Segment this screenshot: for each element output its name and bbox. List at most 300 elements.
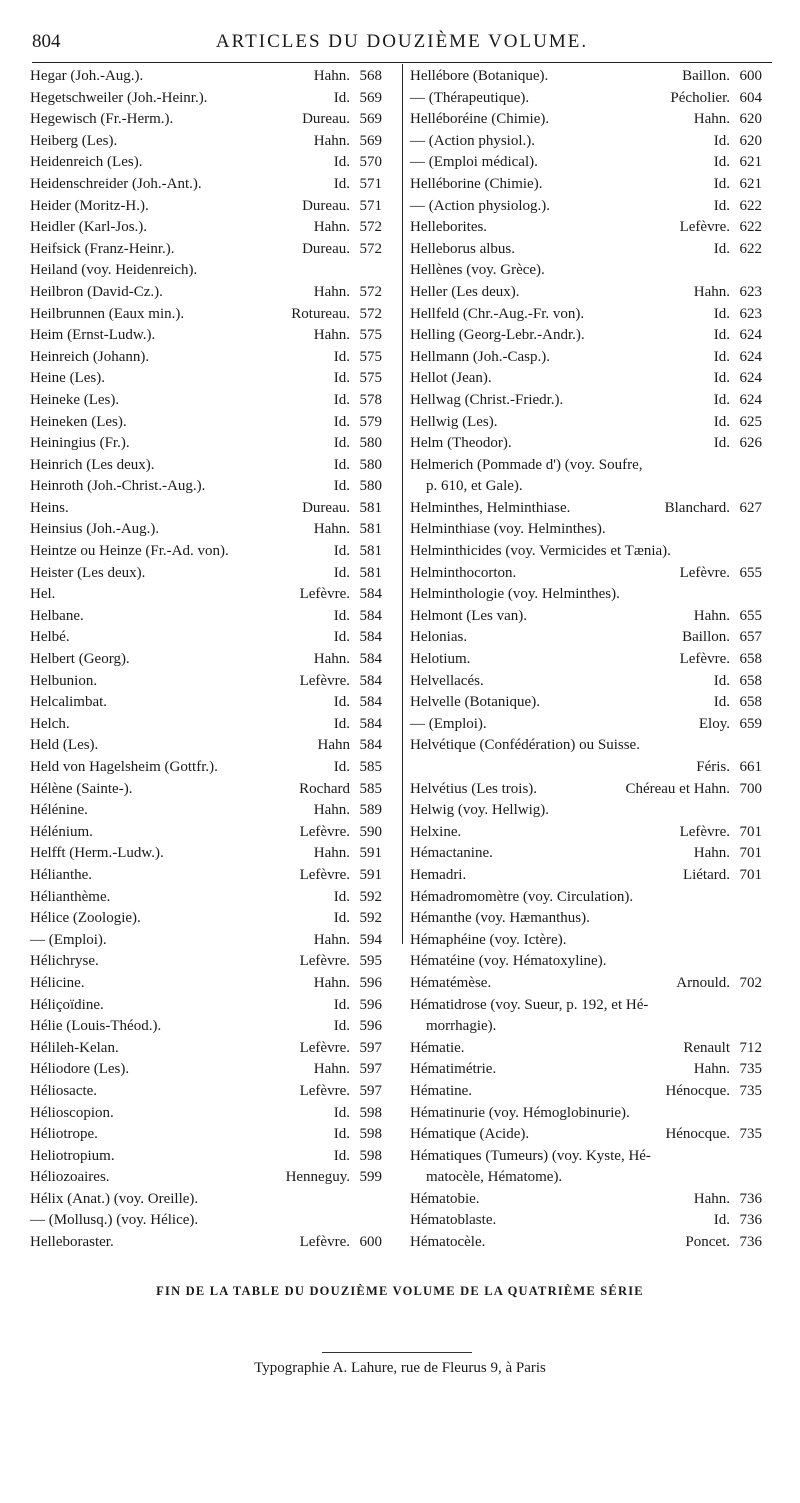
entry-heading: Hématie. [410, 1039, 465, 1056]
entry-reference [665, 1081, 762, 1103]
index-entry [410, 239, 762, 261]
entry-author: Hahn. [313, 283, 350, 300]
entry-reference [334, 1124, 382, 1146]
entry-heading: Héliçoïdine. [30, 996, 104, 1013]
entry-author: Id. [713, 132, 730, 149]
entry-heading: Heidenreich (Les). [30, 154, 143, 171]
entry-page: 622 [739, 240, 762, 257]
entry-reference [314, 800, 382, 822]
entry-heading: Hellfeld (Chr.-Aug.-Fr. von). [410, 305, 585, 322]
entry-heading: Hélianthe. [30, 866, 93, 883]
index-entry [410, 584, 762, 606]
entry-page: 584 [359, 694, 382, 711]
entry-reference [696, 757, 762, 779]
entry-author: Dureau. [302, 111, 350, 128]
index-entry [30, 109, 382, 131]
entry-heading: Helminthes, Helminthiase. [410, 499, 571, 516]
entry-reference [314, 217, 382, 239]
entry-heading: Helleborus albus. [410, 240, 515, 257]
entry-heading: Hélichryse. [30, 953, 99, 970]
entry-heading: Helch. [30, 715, 70, 732]
entry-heading: Helminthiase (voy. Helminthes). [410, 521, 606, 538]
entry-page: 580 [359, 478, 382, 495]
entry-author: Id. [333, 564, 350, 581]
entry-heading: Heine (Les). [30, 370, 105, 387]
entry-heading: Hélicine. [30, 974, 85, 991]
entry-heading: Heinreich (Johann). [30, 348, 150, 365]
entry-page: 572 [359, 283, 382, 300]
index-entry [410, 433, 762, 455]
entry-author: Baillon. [682, 629, 730, 646]
entry-reference [302, 239, 382, 261]
footer-rule [322, 1352, 472, 1353]
entry-heading: Heintze ou Heinze (Fr.-Ad. von). [30, 543, 229, 560]
entry-page: 592 [359, 910, 382, 927]
entry-author: Lefèvre. [299, 1082, 350, 1099]
entry-page: 572 [359, 240, 382, 257]
entry-page: 585 [359, 780, 382, 797]
entry-author: Hahn. [313, 219, 350, 236]
entry-author: Henneguy. [285, 1169, 350, 1186]
entry-author: Lefèvre. [299, 866, 350, 883]
entry-reference [300, 865, 382, 887]
entry-heading: Hélix (Anat.) (voy. Oreille). [30, 1190, 199, 1207]
index-entry [30, 584, 382, 606]
entry-page: 712 [739, 1039, 762, 1056]
entry-reference [334, 692, 382, 714]
entry-heading: Heidler (Karl-Jos.). [30, 219, 148, 236]
index-entry [410, 800, 762, 822]
entry-heading: Held (Les). [30, 737, 99, 754]
index-entry [410, 390, 762, 412]
entry-heading: Hélianthème. [30, 888, 111, 905]
entry-page: 736 [739, 1190, 762, 1207]
index-entry [30, 66, 382, 88]
index-entry [410, 1167, 762, 1189]
entry-page: 655 [739, 564, 762, 581]
entry-page: 571 [359, 197, 382, 214]
entry-heading: Héliosacte. [30, 1082, 98, 1099]
entry-page: 658 [739, 672, 762, 689]
entry-heading: Heineke (Les). [30, 391, 120, 408]
index-entry [410, 152, 762, 174]
index-entry [30, 174, 382, 196]
entry-author: Renault [683, 1039, 730, 1056]
entry-author: Rochard [299, 780, 350, 797]
entry-page: 620 [739, 132, 762, 149]
entry-heading: Hélénine. [30, 802, 88, 819]
entry-page: 735 [739, 1061, 762, 1078]
entry-page: 584 [359, 672, 382, 689]
entry-reference [334, 455, 382, 477]
index-entry [30, 131, 382, 153]
entry-reference [334, 627, 382, 649]
entry-heading: Hélie (Louis-Théod.). [30, 1018, 162, 1035]
index-entry [410, 498, 762, 520]
index-entry [30, 671, 382, 693]
entry-reference [334, 714, 382, 736]
index-entry [410, 347, 762, 369]
entry-reference [334, 1016, 382, 1038]
entry-page: 655 [739, 607, 762, 624]
index-entry [30, 498, 382, 520]
index-entry [30, 196, 382, 218]
entry-author: Pécholier. [670, 89, 730, 106]
entry-heading: Helvellacés. [410, 672, 484, 689]
entry-heading: Heineken (Les). [30, 413, 127, 430]
entry-heading: Heins. [30, 499, 69, 516]
entry-author: Id. [713, 413, 730, 430]
entry-reference [334, 433, 382, 455]
page-number: 804 [32, 31, 61, 52]
entry-author: Id. [333, 1147, 350, 1164]
entry-author: Id. [333, 759, 350, 775]
index-entry [410, 951, 762, 973]
entry-author: Id. [333, 391, 350, 408]
printer-imprint: Typographie A. Lahure, rue de Fleurus 9, à Paris [254, 1360, 546, 1376]
header-rule [32, 62, 772, 63]
entry-page: 584 [359, 737, 382, 754]
entry-heading: Helm (Theodor). [410, 435, 512, 452]
entry-author: Hahn [317, 737, 350, 754]
entry-author: Dureau. [302, 499, 350, 516]
index-entry [30, 325, 382, 347]
entry-reference [334, 1103, 382, 1125]
entry-reference [334, 606, 382, 628]
index-entry [30, 282, 382, 304]
entry-author: Hahn. [693, 283, 730, 300]
entry-heading: Hélène (Sainte-). [30, 780, 133, 797]
entry-page: 624 [739, 327, 762, 344]
entry-heading: Heiland (voy. Heidenreich). [30, 262, 198, 279]
entry-reference [714, 304, 762, 326]
index-entry [30, 1016, 382, 1038]
entry-heading: Hélice (Zoologie). [30, 910, 141, 927]
index-entry [410, 908, 762, 930]
entry-page: 569 [359, 132, 382, 149]
index-entry [30, 476, 382, 498]
entry-author: Hahn. [313, 327, 350, 344]
entry-author: Hahn. [313, 521, 350, 538]
index-entry [410, 563, 762, 585]
entry-heading: Helotium. [410, 651, 471, 668]
index-entry [410, 1038, 762, 1060]
entry-page: 661 [739, 759, 762, 775]
entry-author: Id. [333, 89, 350, 106]
entry-page: 624 [739, 348, 762, 365]
entry-reference [680, 822, 762, 844]
entry-heading: Helbane. [30, 607, 84, 624]
entry-heading: Hémactanine. [410, 845, 493, 862]
entry-reference [676, 973, 762, 995]
entry-author: Id. [713, 672, 730, 689]
index-entry [410, 692, 762, 714]
entry-reference [714, 433, 762, 455]
entry-heading: Hegewisch (Fr.-Herm.). [30, 111, 174, 128]
entry-author: Id. [333, 629, 350, 646]
entry-heading: Helwig (voy. Hellwig). [410, 802, 549, 819]
index-entry [410, 887, 762, 909]
entry-heading: Heim (Ernst-Ludw.). [30, 327, 156, 344]
entry-reference [300, 1232, 382, 1254]
index-entry [410, 757, 762, 779]
entry-page: 569 [359, 111, 382, 128]
entry-reference [302, 109, 382, 131]
entry-page: 584 [359, 607, 382, 624]
entry-author: Hahn. [313, 974, 350, 991]
entry-heading: Helfft (Herm.-Ludw.). [30, 845, 164, 862]
entry-page: 580 [359, 456, 382, 473]
entry-author: Id. [333, 478, 350, 495]
index-entry [30, 455, 382, 477]
index-entry [30, 1103, 382, 1125]
entry-page: 598 [359, 1147, 382, 1164]
entry-author: Arnould. [676, 974, 730, 991]
index-entry [30, 433, 382, 455]
entry-reference [680, 563, 762, 585]
entry-reference [300, 671, 382, 693]
index-entry [410, 735, 762, 757]
entry-heading: Helléborine (Chimie). [410, 175, 543, 192]
entry-heading: matocèle, Hématome). [426, 1169, 563, 1186]
entry-author: Id. [713, 370, 730, 387]
entry-reference [286, 1167, 382, 1189]
index-entry [410, 714, 762, 736]
index-entry [30, 1081, 382, 1103]
entry-heading: Helléboréine (Chimie). [410, 111, 550, 128]
entry-author: Id. [333, 694, 350, 711]
entry-heading: Hématine. [410, 1082, 473, 1099]
entry-heading: Heinsius (Joh.-Aug.). [30, 521, 160, 538]
entry-reference [314, 282, 382, 304]
index-entry [30, 606, 382, 628]
index-entry [30, 412, 382, 434]
entry-reference [334, 390, 382, 412]
entry-reference [665, 1124, 762, 1146]
entry-reference [334, 174, 382, 196]
index-entry [30, 239, 382, 261]
entry-reference [714, 1210, 762, 1232]
index-entry [30, 152, 382, 174]
entry-page: 575 [359, 348, 382, 365]
entry-reference [680, 217, 762, 239]
entry-reference [314, 1059, 382, 1081]
index-entry [30, 541, 382, 563]
index-entry [30, 735, 382, 757]
entry-reference [314, 519, 382, 541]
entry-page: 736 [739, 1212, 762, 1229]
entry-heading: Hélénium. [30, 823, 93, 840]
index-entry [30, 390, 382, 412]
entry-heading: Hémadromomètre (voy. Circulation). [410, 888, 634, 905]
entry-reference [665, 498, 762, 520]
end-of-table-note: FIN DE LA TABLE DU DOUZIÈME VOLUME DE LA QUATRIÈME SÉRIE [156, 1284, 644, 1298]
entry-reference [683, 1038, 762, 1060]
index-entry [410, 649, 762, 671]
entry-page: 584 [359, 629, 382, 646]
entry-page: 572 [359, 219, 382, 236]
entry-author: Hahn. [693, 1061, 730, 1078]
index-entry [410, 519, 762, 541]
entry-heading: Helling (Georg-Lebr.-Andr.). [410, 327, 585, 344]
entry-heading: Héliotrope. [30, 1126, 98, 1143]
entry-page: 621 [739, 154, 762, 171]
entry-author: Id. [713, 197, 730, 214]
index-entry [30, 1189, 382, 1211]
entry-author: Blanchard. [664, 499, 730, 516]
entry-reference [334, 368, 382, 390]
index-entry [30, 1232, 382, 1254]
entry-reference [334, 1146, 382, 1168]
index-entry [30, 649, 382, 671]
entry-author: Lefèvre. [679, 219, 730, 236]
entry-heading: Hellènes (voy. Grèce). [410, 262, 545, 279]
entry-heading: Hémaphéine (voy. Ictère). [410, 931, 567, 948]
entry-author: Hénocque. [665, 1082, 730, 1099]
entry-author: Id. [713, 348, 730, 365]
index-entry [410, 606, 762, 628]
entry-author: Id. [333, 1126, 350, 1143]
entry-page: 622 [739, 219, 762, 236]
entry-heading: Hellwig (Les). [410, 413, 498, 430]
index-entry [30, 260, 382, 282]
entry-page: 658 [739, 651, 762, 668]
entry-page: 571 [359, 175, 382, 192]
entry-author: Hahn. [313, 1061, 350, 1078]
entry-page: 578 [359, 391, 382, 408]
entry-heading: morrhagie). [426, 1018, 497, 1035]
index-entry [410, 368, 762, 390]
index-entry [410, 455, 762, 477]
entry-heading: Helbunion. [30, 672, 98, 689]
entry-heading: Hématidrose (voy. Sueur, p. 192, et Hé- [410, 996, 649, 1013]
entry-reference [318, 735, 383, 757]
entry-heading: Hemadri. [410, 866, 467, 883]
entry-heading: Hel. [30, 586, 56, 603]
entry-page: 590 [359, 823, 382, 840]
entry-heading: Helminthologie (voy. Helminthes). [410, 586, 620, 603]
entry-author: Id. [333, 888, 350, 905]
entry-page: 623 [739, 283, 762, 300]
entry-heading: Hématéine (voy. Hématoxyline). [410, 953, 607, 970]
entry-author: Lefèvre. [679, 823, 730, 840]
index-entry [30, 563, 382, 585]
entry-heading: Helvétius (Les trois). [410, 780, 538, 797]
entry-page: 584 [359, 586, 382, 603]
right-column [410, 66, 762, 1254]
entry-page: 597 [359, 1082, 382, 1099]
entry-author: Rotureau. [291, 305, 350, 322]
index-entry [410, 88, 762, 110]
entry-author: Lefèvre. [299, 1234, 350, 1251]
index-entry [30, 1210, 382, 1232]
entry-author: Id. [713, 435, 730, 452]
entry-page: 700 [739, 780, 762, 797]
entry-heading: Helvétique (Confédération) ou Suisse. [410, 737, 640, 754]
index-entry [410, 217, 762, 239]
entry-reference [714, 325, 762, 347]
entry-page: 589 [359, 802, 382, 819]
entry-author: Chéreau et Hahn. [625, 780, 730, 797]
entry-author: Hahn. [313, 845, 350, 862]
index-entry [410, 412, 762, 434]
entry-reference [694, 1189, 762, 1211]
index-entry [410, 282, 762, 304]
entry-reference [334, 88, 382, 110]
entry-author: Lefèvre. [679, 564, 730, 581]
entry-reference [694, 606, 762, 628]
index-entry [30, 1146, 382, 1168]
entry-heading: Helmerich (Pommade d') (voy. Soufre, [410, 456, 643, 473]
entry-heading: Helminthicides (voy. Vermicides et Tænia). [410, 543, 671, 560]
entry-page: 594 [359, 931, 382, 948]
index-entry [410, 1059, 762, 1081]
entry-heading: Heinrich (Les deux). [30, 456, 155, 473]
entry-page: 622 [739, 197, 762, 214]
index-entry [410, 196, 762, 218]
index-entry [410, 325, 762, 347]
index-entry [30, 347, 382, 369]
entry-heading: Helbert (Georg). [30, 651, 130, 668]
entry-heading: — (Emploi médical). [410, 154, 538, 171]
entry-heading: Hématocèle. [410, 1234, 486, 1251]
entry-heading: Hématoblaste. [410, 1212, 497, 1229]
entry-author: Dureau. [302, 197, 350, 214]
entry-reference [334, 563, 382, 585]
entry-reference [334, 757, 382, 779]
entry-author: Hahn. [693, 845, 730, 862]
entry-reference [302, 196, 382, 218]
index-entry [30, 779, 382, 801]
entry-author: Id. [333, 175, 350, 192]
entry-page: 627 [739, 499, 762, 516]
entry-page: 701 [739, 823, 762, 840]
entry-author: Eloy. [698, 715, 730, 732]
entry-page: 597 [359, 1061, 382, 1078]
entry-author: Hahn. [693, 1190, 730, 1207]
index-entry [410, 671, 762, 693]
entry-author: Lefèvre. [299, 823, 350, 840]
entry-page: 592 [359, 888, 382, 905]
entry-author: Id. [333, 910, 350, 927]
entry-heading: Held von Hagelsheim (Gottfr.). [30, 759, 218, 775]
entry-reference [300, 951, 382, 973]
index-entry [30, 692, 382, 714]
entry-reference [714, 347, 762, 369]
entry-page: 572 [359, 305, 382, 322]
index-entry [30, 757, 382, 779]
entry-heading: Heilbron (David-Cz.). [30, 283, 163, 300]
entry-heading: — (Action physiol.). [410, 132, 535, 149]
entry-page: 599 [359, 1169, 382, 1186]
entry-page: 570 [359, 154, 382, 171]
entry-page: 591 [359, 866, 382, 883]
entry-reference [314, 930, 382, 952]
entry-reference [670, 88, 762, 110]
entry-author: Dureau. [302, 240, 350, 257]
entry-heading: Hellébore (Botanique). [410, 68, 549, 84]
entry-author: Id. [333, 1104, 350, 1121]
entry-author: Hahn. [313, 931, 350, 948]
index-entry [30, 843, 382, 865]
entry-page: 624 [739, 370, 762, 387]
entry-reference [334, 412, 382, 434]
entry-heading: Hématémèse. [410, 974, 492, 991]
entry-heading: Helvelle (Botanique). [410, 694, 540, 711]
entry-reference [300, 584, 382, 606]
entry-author: Id. [333, 543, 350, 560]
entry-author: Hahn. [313, 68, 350, 84]
